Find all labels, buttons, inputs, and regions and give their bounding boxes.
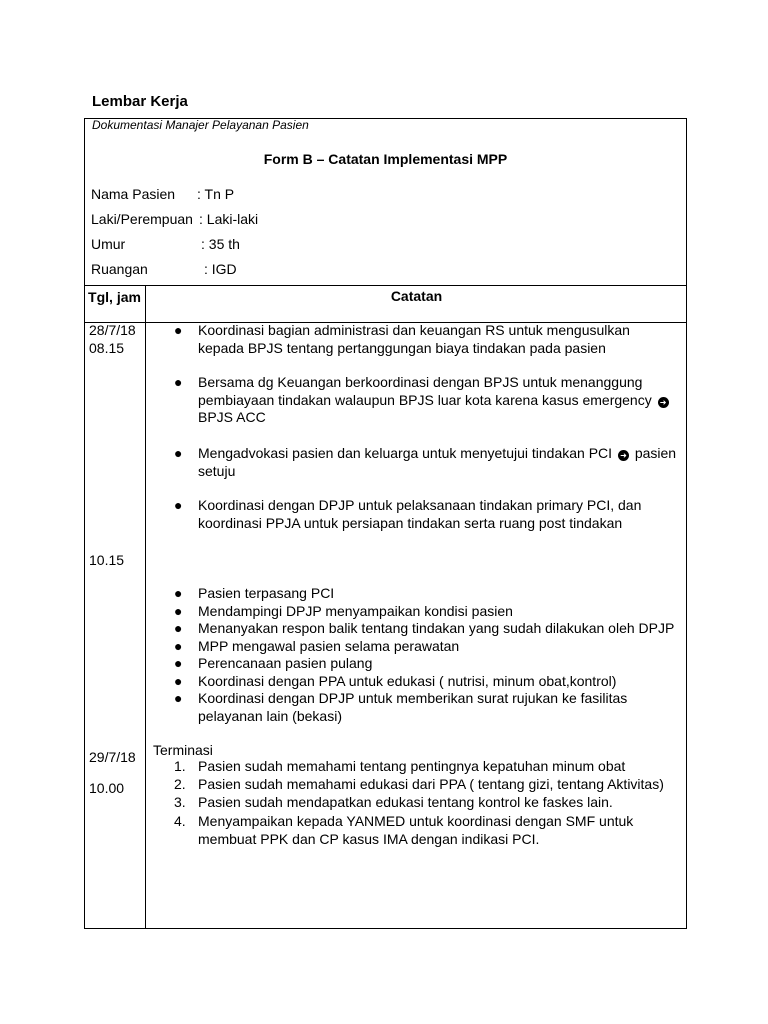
list-item-text: Menyampaikan kepada YANMED untuk koordinasi dengan SMF untuk membuat PPK dan CP kasus IMA dengan indikasi PCI. (198, 813, 634, 847)
patient-room-row (91, 261, 237, 277)
patient-name-value: : Tn P (197, 186, 235, 202)
bullet-icon: ● (174, 603, 183, 619)
list-number: 3. (174, 794, 186, 810)
patient-gender-value: : Laki-laki (199, 211, 259, 227)
form-title: Form B – Catatan Implementasi MPP (263, 151, 508, 167)
bullet-icon: ● (174, 673, 183, 689)
list-item (174, 776, 679, 794)
list-item-text: Koordinasi dengan DPJP untuk memberikan surat rujukan ke fasilitas pelayanan lain (bekasi) (198, 690, 628, 724)
list-item-text: Pasien sudah memahami tentang pentingnya kepatuhan minum obat (198, 758, 626, 774)
list-item (174, 620, 679, 638)
patient-room-value: : IGD (204, 261, 237, 277)
form-subtitle: Dokumentasi Manajer Pelayanan Pasien (92, 118, 309, 132)
page-heading: Lembar Kerja (92, 93, 188, 110)
list-item (174, 690, 679, 725)
table-column-divider (145, 286, 146, 929)
bullet-icon: ● (174, 374, 183, 390)
arrow-circle-icon: ➜ (658, 397, 669, 408)
list-item-text: Mendampingi DPJP menyampaikan kondisi pasien (198, 603, 513, 619)
list-item-text: Pasien sudah mendapatkan edukasi tentang kontrol ke faskes lain. (198, 794, 613, 810)
list-item (174, 673, 679, 691)
list-item-text-part: Mengadvokasi pasien dan keluarga untuk menyetujui tindakan PCI (198, 445, 613, 461)
entry-time: 08.15 (89, 340, 125, 356)
list-number: 4. (174, 813, 186, 829)
bullet-icon: ● (174, 690, 183, 706)
patient-name-label: Nama Pasien (91, 186, 176, 202)
list-item (174, 445, 679, 480)
list-item (174, 638, 679, 656)
bullet-icon: ● (174, 322, 183, 338)
list-item-text: Koordinasi dengan DPJP untuk pelaksanaan tindakan primary PCI, dan koordinasi PPJA untuk persiapan tindakan serta ruang post tindakan (198, 497, 642, 531)
list-item-text: Pasien terpasang PCI (198, 585, 335, 601)
list-item-text: Koordinasi bagian administrasi dan keuangan RS untuk mengusulkan kepada BPJS tentang pertanggungan biaya tindakan pada pasien (198, 322, 630, 356)
list-item (174, 813, 679, 848)
bullet-icon: ● (174, 638, 183, 654)
table-top-divider (84, 285, 687, 286)
list-item (174, 322, 679, 357)
entry-date: 28/7/18 (89, 322, 136, 338)
patient-age-label: Umur (91, 236, 126, 252)
list-item-text-part: BPJS ACC (198, 409, 266, 425)
list-item (174, 794, 679, 812)
list-item-text: Perencanaan pasien pulang (198, 655, 373, 671)
list-item-text (198, 445, 679, 480)
list-item (174, 758, 679, 776)
list-item (174, 603, 679, 621)
arrow-circle-icon: ➜ (618, 450, 629, 461)
list-item-text (198, 374, 679, 427)
patient-age-value: : 35 th (201, 236, 240, 252)
list-item-text-part: pasien setuju (198, 445, 677, 479)
column-header-notes: Catatan (390, 288, 443, 304)
entry-date: 29/7/18 (89, 749, 136, 765)
termination-title: Terminasi (153, 742, 213, 758)
list-item (174, 374, 679, 427)
list-item-text: MPP mengawal pasien selama perawatan (198, 638, 460, 654)
patient-room-label: Ruangan (91, 261, 148, 277)
entry-time: 10.15 (89, 552, 125, 568)
bullet-icon: ● (174, 497, 183, 513)
bullet-icon: ● (174, 620, 183, 636)
column-header-date: Tgl, jam (88, 289, 141, 305)
patient-name-row (91, 186, 235, 202)
list-item-text: Pasien sudah memahami edukasi dari PPA ( tentang gizi, tentang Aktivitas) (198, 776, 664, 792)
patient-gender-label: Laki/Perempuan (91, 211, 193, 227)
entry-time: 10.00 (89, 780, 125, 796)
patient-age-row (91, 236, 240, 252)
list-item (174, 497, 679, 532)
list-item (174, 585, 679, 603)
list-number: 2. (174, 776, 186, 792)
list-number: 1. (174, 758, 186, 774)
list-item-text: Menanyakan respon balik tentang tindakan yang sudah dilakukan oleh DPJP (198, 620, 675, 636)
bullet-icon: ● (174, 585, 183, 601)
bullet-icon: ● (174, 445, 183, 461)
bullet-icon: ● (174, 655, 183, 671)
list-item (174, 655, 679, 673)
list-item-text: Koordinasi dengan PPA untuk edukasi ( nutrisi, minum obat,kontrol) (198, 673, 617, 689)
patient-gender-row (91, 211, 259, 227)
list-item-text-part: Bersama dg Keuangan berkoordinasi dengan BPJS untuk menanggung pembiayaan tindakan walaupun BPJS luar kota karena kasus emergency (198, 374, 652, 408)
